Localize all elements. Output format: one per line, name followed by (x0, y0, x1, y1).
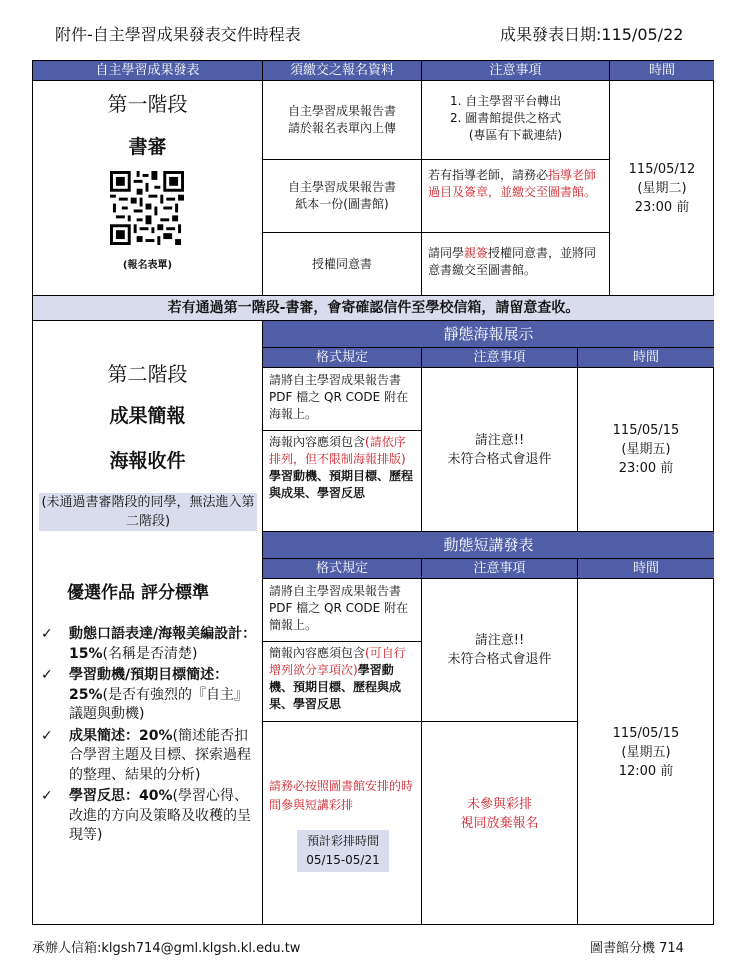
format-text: 海報內容應須包含 (269, 435, 366, 449)
checkmark-icon: ✓ (41, 727, 53, 744)
header-cell-time: 時間 (609, 60, 714, 80)
rehearsal-period-label: 預計彩排時間 (306, 834, 379, 848)
deadline-hour: 23:00 前 (634, 199, 690, 215)
poster-notice (421, 367, 577, 531)
notice-line: 請注意!! (474, 633, 525, 648)
note-line: 2. 圖書館提供之格式 (450, 111, 562, 125)
stage2-label: 第二階段 (107, 362, 188, 386)
note-line: 1. 自主學習平台轉出 (450, 94, 562, 108)
library-extension: 圖書館分機 714 (590, 941, 684, 956)
material-report-upload: 自主學習成果報告書 請於報名表單內上傳 (262, 80, 421, 159)
criteria-weight: 成果簡述：20% (69, 727, 173, 744)
note-text: 授權同意書，並將同意書繳交至圖書館。 (428, 246, 597, 277)
deadline-day: (星期二) (637, 180, 687, 196)
criteria-item (39, 787, 257, 846)
criteria-weight: 學習反思：40% (69, 788, 173, 804)
registration-qr-code-icon[interactable] (109, 171, 185, 245)
talk-notice (421, 578, 577, 721)
deadline-hour: 12:00 前 (618, 764, 674, 779)
notes-upload (421, 80, 609, 159)
header-cell-presentation: 自主學習成果發表 (32, 60, 262, 80)
talk-format-qr: 請將自主學習成果報告書 PDF 檔之 QR CODE 附在簡報上。 (262, 578, 421, 641)
stage2-line2: 海報收件 (109, 450, 186, 472)
contact-email: 承辦人信箱:klgsh714@gml.klgsh.kl.edu.tw (32, 941, 301, 956)
notice-line: 未符合格式會退件 (447, 652, 552, 667)
qr-caption: (報名表單) (122, 260, 173, 271)
format-items: 學習動機、預期目標、歷程與成果、學習反思 (269, 469, 414, 500)
talk-header-format: 格式規定 (262, 558, 421, 578)
notification-banner: 若有通過第一階段-書審，會寄確認信件至學校信箱，請留意查收。 (32, 295, 714, 320)
deadline-day: (星期五) (621, 442, 671, 457)
poster-header-format: 格式規定 (262, 347, 421, 367)
rehearsal-period-box (297, 830, 389, 872)
notes-authorization (421, 232, 609, 295)
checkmark-icon: ✓ (41, 667, 53, 683)
stage2-line1: 成果簡報 (109, 405, 186, 427)
note-highlight: 指導老師過目及簽章，並繳交至圖書館。 (428, 168, 597, 199)
criteria-weight: 學習動機/預期目標簡述：25% (69, 667, 229, 703)
material-report-paper: 自主學習成果報告書 紙本一份(圖書館) (262, 159, 421, 232)
rehearsal-cell (262, 721, 421, 925)
deadline-date: 115/05/15 (612, 423, 680, 438)
stage1-cell (32, 80, 262, 295)
checkmark-icon: ✓ (41, 626, 53, 642)
warning-line: 未參與彩排 (466, 796, 532, 812)
stage1-label: 第一階段 (107, 92, 188, 116)
criteria-desc: (是否有強烈的『自主』議題與動機) (69, 686, 248, 722)
poster-deadline (577, 367, 714, 531)
criteria-desc: (名稱是否清楚) (102, 645, 198, 662)
poster-format-qr: 請將自主學習成果報告書 PDF 檔之 QR CODE 附在海報上。 (262, 367, 421, 430)
presentation-date: 成果發表日期:115/05/22 (500, 25, 684, 44)
checkmark-icon: ✓ (41, 788, 53, 804)
format-text: 簡報內容應須包含 (269, 646, 366, 660)
notice-line: 請注意!! (474, 432, 525, 448)
poster-header-time: 時間 (577, 347, 714, 367)
material-authorization: 授權同意書 (262, 232, 421, 295)
stage2-cell (32, 320, 262, 925)
talk-format-content (262, 641, 421, 721)
stage2-note: (未通過書審階段的同學，無法進入第二階段) (39, 493, 257, 531)
format-items: 學習動機、預期目標、歷程與成果、學習反思 (269, 663, 402, 711)
format-highlight: (請依序排列，但不限制海報排版) (269, 435, 406, 466)
notice-line: 未符合格式會退件 (447, 451, 552, 467)
criteria-item (39, 727, 257, 786)
stage1-deadline (609, 80, 714, 295)
criteria-item (39, 625, 257, 664)
header-cell-notes: 注意事項 (421, 60, 609, 80)
talk-header-time: 時間 (577, 558, 714, 578)
poster-format-content (262, 430, 421, 531)
stage1-name: 書審 (128, 136, 167, 158)
page-title: 附件-自主學習成果發表交件時程表 (55, 25, 301, 44)
header-cell-materials: 須繳交之報名資料 (262, 60, 421, 80)
criteria-title: 優選作品 評分標準 (67, 583, 209, 603)
rehearsal-warning (421, 721, 577, 925)
talk-header-notes: 注意事項 (421, 558, 577, 578)
criteria-list (39, 625, 257, 846)
deadline-date: 115/05/12 (628, 161, 696, 177)
criteria-weight: 動態口語表達/海報美編設計：15% (69, 626, 257, 662)
talk-section-title: 動態短講發表 (262, 531, 714, 558)
poster-header-notes: 注意事項 (421, 347, 577, 367)
poster-section-title: 靜態海報展示 (262, 320, 714, 347)
warning-line: 視同放棄報名 (460, 815, 539, 831)
note-text: 請同學 (428, 246, 465, 260)
rehearsal-period-dates: 05/15-05/21 (306, 853, 380, 867)
notes-paper (421, 159, 609, 232)
deadline-hour: 23:00 前 (618, 461, 674, 476)
format-highlight: (可自行增列欲分享項次) (269, 646, 406, 677)
criteria-item (39, 666, 257, 725)
note-highlight: 親簽 (464, 246, 489, 260)
criteria-desc: (簡述能否扣合學習主題及目標、探索過程的整理、結果的分析) (69, 727, 251, 783)
note-line: (專區有下載連結) (468, 128, 563, 142)
rehearsal-instruction: 請務必按照圖書館安排的時間參與短講彩排 (269, 779, 414, 812)
criteria-desc: (學習心得、改進的方向及策略及收穫的呈現等) (69, 788, 251, 843)
deadline-day: (星期五) (621, 745, 671, 760)
talk-deadline (577, 578, 714, 925)
deadline-date: 115/05/15 (612, 726, 680, 741)
note-text: 若有指導老師，請務必 (428, 168, 549, 182)
